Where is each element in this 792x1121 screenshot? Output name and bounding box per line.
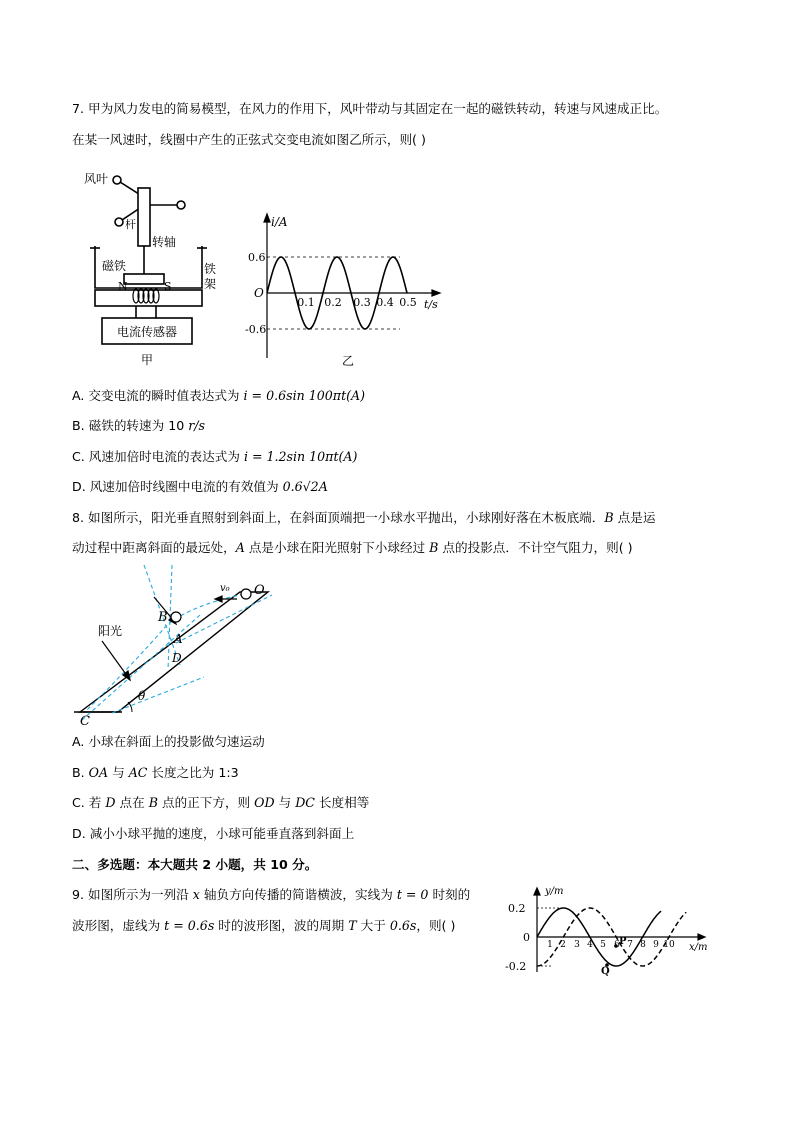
- q7-option-A: [72, 388, 365, 404]
- wave-x-axis-arrow: [698, 934, 705, 940]
- q8-l2-e: 点的投影点．不计空气阻力，则( ): [438, 540, 633, 555]
- wave-xtick-5: 5: [600, 940, 606, 950]
- q8-optB-m1: OA: [88, 765, 109, 780]
- label-sensor: 电流传感器: [116, 325, 178, 339]
- label-P: P: [619, 936, 627, 947]
- section-heading-multi-choice: 二、多选题：本大题共 2 小题，共 10 分。: [72, 857, 318, 872]
- q8-stem-line2: [72, 540, 633, 556]
- yi-xtick-0.1: 0.1: [297, 296, 315, 309]
- q8-optB-m2: AC: [128, 765, 148, 780]
- aux-parallel-2: [112, 677, 204, 713]
- q8-stem-line1: [72, 510, 655, 526]
- q8-optC-b: 点在: [115, 795, 149, 810]
- q8-optC-m3: OD: [254, 795, 275, 810]
- wave-ytick-neg: -0.2: [505, 960, 527, 973]
- q8-optC-d: 与: [274, 795, 296, 810]
- sunlight-arrow: [102, 641, 128, 677]
- label-B: B: [158, 610, 168, 625]
- q7-option-D: [72, 479, 328, 495]
- q7-figure-yi: [245, 210, 448, 370]
- q8-option-A: A. 小球在斜面上的投影做匀速运动: [72, 734, 265, 749]
- label-sunlight: 阳光: [98, 624, 123, 638]
- y-axis-arrow: [264, 214, 270, 222]
- q9-l1-m1: x: [192, 887, 200, 902]
- q9-figure: [505, 884, 715, 976]
- q7-stem-line2: 在某一风速时，线圈中产生的正弦式交变电流如图乙所示，则( ): [72, 132, 426, 147]
- wave-ylabel: y/m: [545, 886, 564, 897]
- caption-jia: 甲: [140, 353, 154, 367]
- q9-l2-m3: 0.6s: [389, 918, 417, 933]
- caption-yi: 乙: [341, 354, 355, 368]
- q9-stem-line1: [72, 887, 470, 903]
- label-theta: θ: [138, 689, 146, 703]
- q8-l2-b: A: [235, 540, 245, 555]
- q8-optC-m2: B: [148, 795, 158, 810]
- q7-option-B: [72, 418, 205, 434]
- wave-xtick-4: 4: [587, 940, 593, 950]
- yi-ytick-neg: -0.6: [245, 323, 267, 336]
- q8-l2-c: 点是小球在阳光照射下小球经过: [244, 540, 430, 555]
- rod: [138, 188, 150, 246]
- q7-optC-formula: i = 1.2sin 10πt(A): [243, 449, 358, 464]
- wave-xtick-8: 8: [640, 940, 646, 950]
- q8-optC-m1: D: [105, 795, 116, 810]
- wave-y-axis-arrow: [534, 888, 540, 895]
- label-v0: v₀: [220, 583, 230, 594]
- q7-option-C: [72, 449, 357, 465]
- q9-l1-m2: t = 0: [396, 887, 429, 902]
- q9-l2-m2: T: [348, 918, 357, 933]
- q8-option-B: [72, 765, 239, 781]
- label-N: N: [118, 280, 128, 293]
- q8-l1-c: 点是运: [613, 510, 656, 525]
- wave-xtick-7: 7: [627, 940, 633, 950]
- label-tiejia-2: 架: [204, 277, 217, 291]
- q8-optC-e: 长度相等: [314, 795, 370, 810]
- yi-ytick-pos: 0.6: [248, 251, 266, 264]
- q9-l2-b: 时的波形图，波的周期: [214, 918, 349, 933]
- label-Q: Q: [601, 966, 610, 977]
- q8-figure: [72, 565, 282, 730]
- q9-l1-c: 时刻的: [428, 887, 471, 902]
- fan-blade-tip-top: [113, 176, 121, 184]
- label-S: S: [164, 280, 172, 293]
- q7-optD-formula: 0.6√2A: [282, 479, 328, 494]
- label-citie: 磁铁: [102, 259, 127, 273]
- q8-optC-c: 点的正下方，则: [157, 795, 255, 810]
- ball-at-B: [171, 612, 181, 622]
- magnet: [124, 274, 164, 284]
- wave-xtick-3: 3: [574, 940, 580, 950]
- yi-xtick-0.5: 0.5: [399, 296, 417, 309]
- q8-l2-d: B: [429, 540, 439, 555]
- fan-blade-tip-right: [177, 201, 185, 209]
- q8-option-D: D. 减小小球平抛的速度，小球可能垂直落到斜面上: [72, 826, 355, 841]
- q8-l2-a: 动过程中距离斜面的最远处，: [72, 540, 236, 555]
- wave-origin: 0: [523, 931, 530, 944]
- q8-l1-b: B: [604, 510, 614, 525]
- yi-xlabel: t/s: [424, 298, 438, 311]
- q7-stem-line1: 7. 甲为风力发电的简易模型，在风力的作用下，风叶带动与其固定在一起的磁铁转动，转速与风速成正比。: [72, 101, 668, 116]
- label-zhuanzhou: 转轴: [152, 235, 177, 249]
- q8-l1-a: 8. 如图所示，阳光垂直照射到斜面上，在斜面顶端把一小球水平抛出，小球刚好落在木板底端．: [72, 510, 605, 525]
- label-tiejia-1: 铁: [204, 262, 217, 276]
- label-O: O: [254, 583, 265, 598]
- q8-optB-a: B.: [72, 765, 89, 780]
- q8-optB-b: 与: [108, 765, 129, 780]
- q9-l2-a: 波形图，虚线为: [72, 918, 165, 933]
- wave-xtick-2: 2: [560, 940, 566, 950]
- q8-optC-a: C. 若: [72, 795, 106, 810]
- label-gan: 杆: [125, 218, 136, 231]
- x-axis-arrow: [432, 290, 440, 296]
- q9-l2-m1: t = 0.6s: [164, 918, 215, 933]
- q9-l1-b: 轴负方向传播的简谐横波，实线为: [199, 887, 397, 902]
- q8-optC-m4: DC: [295, 795, 315, 810]
- q8-option-C: [72, 795, 369, 811]
- label-A: A: [174, 632, 183, 646]
- yi-xtick-0.2: 0.2: [324, 296, 342, 309]
- q7-optA-text: A. 交变电流的瞬时值表达式为: [72, 388, 244, 403]
- q7-optA-formula: i = 0.6sin 100πt(A): [243, 388, 366, 403]
- yi-xtick-0.4: 0.4: [376, 296, 394, 309]
- wave-xtick-10: 10: [663, 940, 675, 950]
- label-fengye: 风叶: [84, 172, 109, 186]
- wave-xlabel: x/m: [689, 942, 708, 953]
- q8-optB-c: 长度之比为 1:3: [147, 765, 239, 780]
- wave-xtick-9: 9: [653, 940, 659, 950]
- yi-origin: O: [254, 286, 264, 300]
- wave-xtick-6: 6: [614, 940, 620, 950]
- q7-figure-jia: [80, 168, 230, 368]
- q9-l2-d: ，则( ): [416, 918, 456, 933]
- wave-ytick-pos: 0.2: [508, 902, 526, 915]
- q7-optD-text: D. 风速加倍时线圈中电流的有效值为: [72, 479, 283, 494]
- wave-xtick-1: 1: [547, 940, 553, 950]
- q7-optC-text: C. 风速加倍时电流的表达式为: [72, 449, 244, 464]
- q9-l1-a: 9. 如图所示为一列沿: [72, 887, 193, 902]
- q7-optB-text: B. 磁铁的转速为 10: [72, 418, 189, 433]
- aux-parallel-3: [176, 595, 272, 643]
- q9-stem-line2: [72, 918, 455, 934]
- ball-at-O: [241, 589, 251, 599]
- label-C: C: [80, 714, 90, 729]
- yi-ylabel: i/A: [271, 215, 288, 229]
- label-D: D: [172, 651, 182, 665]
- fan-blade-tip-left: [115, 218, 123, 226]
- q7-optB-unit: r/s: [188, 418, 205, 433]
- yi-xtick-0.3: 0.3: [353, 296, 371, 309]
- q9-l2-c: 大于: [356, 918, 390, 933]
